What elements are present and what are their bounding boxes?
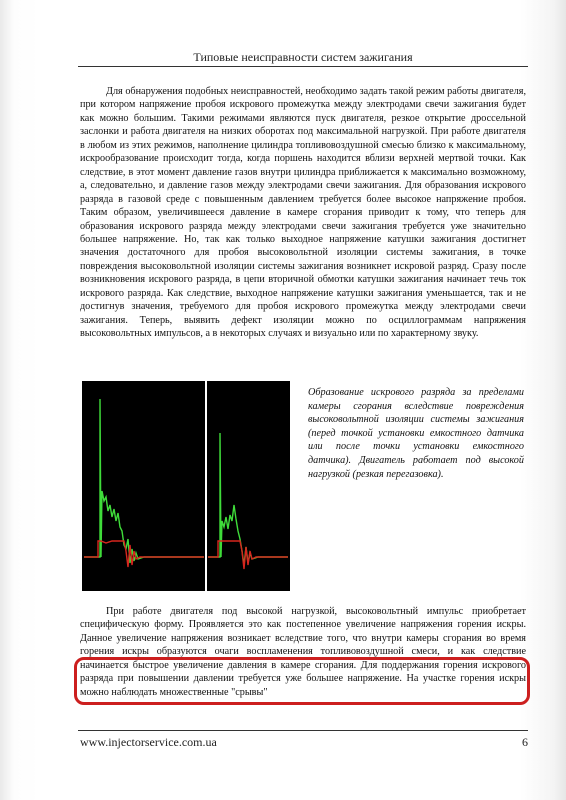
body-paragraph-2: При работе двигателя под высокой нагрузкой, высоковольтный импульс приобретает специфическую форму. Проявляется это как постепенное увеличение напряжения горения искры. Данное увеличение напряжения возникает вследствие того, что внутри камеры сгорания во время горения искры образуются очаги воспламенения топливовоздушной смеси, и как следствие начинается быстрое увеличение давления в камере сгорания. Для поддержания горения искрового разряда при повышении давлении требуется уже большее напряжение. На участке горения искры можно наблюдать множественные "срывы" [80, 606, 526, 698]
oscillogram-screen [82, 381, 290, 591]
figure-caption: Образование искрового разряда за пределами камеры сгорания вследствие повреждения высоковольтной изоляции системы зажигания (перед точкой установки емкостного датчика или после точки установки емкостного датчика). Двигатель работает под высокой нагрузкой (резкая перегазовка). [308, 387, 524, 480]
header-divider [78, 66, 528, 67]
oscillogram-figure [82, 381, 290, 591]
oscillogram-graphic [82, 381, 290, 591]
page-number: 6 [522, 735, 528, 749]
page-header-title: Типовые неисправности систем зажигания [193, 50, 413, 64]
red-highlight-annotation [74, 657, 530, 705]
footer-website: www.injectorservice.com.ua [80, 735, 217, 749]
body-paragraph-1: Для обнаружения подобных неисправностей, необходимо задать такой режим работы двигателя, при котором напряжение пробоя искрового промежутка между электродами свечи зажигания будет как можно большим. Такими режимами являются пуск двигателя, резкое открытие дроссельной заслонки и работа двигателя на низких оборотах под максимальной нагрузкой. При работе двигателя в любом из этих режимов, наполнение цилиндра топливовоздушной смесью близко к максимальному, искрообразование происходит тогда, когда поршень находится вблизи верхней мертвой точки. Как следствие, в этот момент давление газов внутри цилиндра приближается к максимально возможному, а, следовательно, и давление газов между электродами свечи зажигания. Для образования искрового разряда в газовой среде с повышенным давлением требуется более высокое напряжение пробоя. Таким образом, увеличившееся давление в камере сгорания приводит к тому, что теперь для образования искрового разряда между электродами свечи зажигания требуется уже значительно большее напряжение. Но, так как только выходное напряжение катушки зажигания достигнет значения достаточного для пробоя высоковольтной изоляции системы зажигания, в точке повреждения высоковольтной изоляции системы зажигания возникнет искровой разряд. Сразу после возникновения искрового разряда, в цепи вторичной обмотки катушки зажигания начинает течь ток искрового разряда. Как следствие, выходное напряжение катушки зажигания уменьшается, так и не достигнув значения, требуемого для пробоя искрового промежутка между электродами свечи зажигания. Теперь, выявить дефект изоляции можно по осциллограммам напряжения высоковольтных импульсов, а в некоторых случаях и визуально или по характерному звуку. [80, 86, 526, 340]
footer-divider [78, 730, 528, 731]
